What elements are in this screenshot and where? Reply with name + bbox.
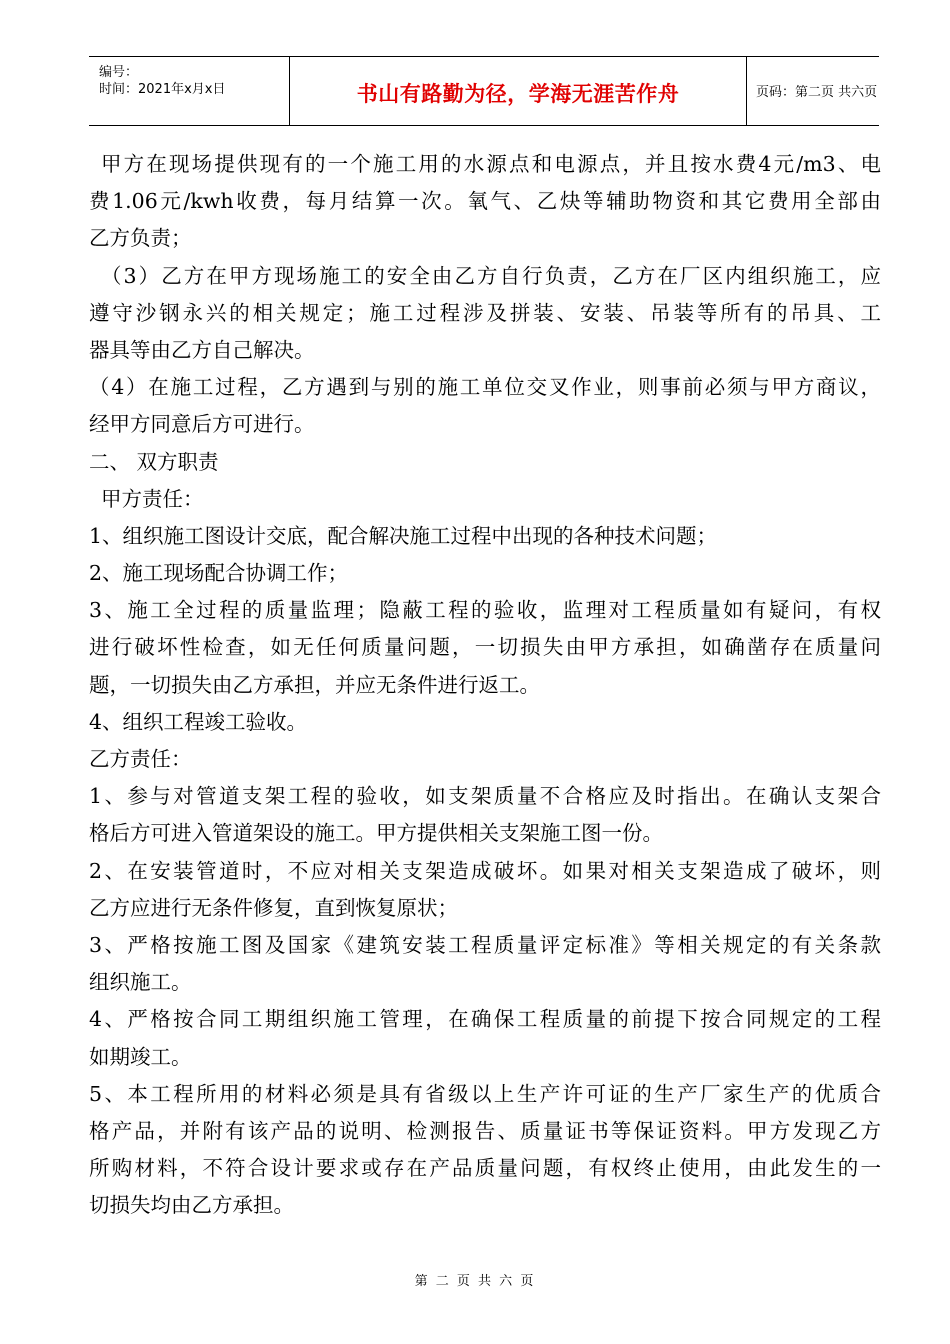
body-line: 甲方在现场提供现有的一个施工用的水源点和电源点，并且按水费4元/m3、电	[101, 152, 881, 176]
list-item: 1、组织施工图设计交底，配合解决施工过程中出现的各种技术问题；	[89, 523, 718, 548]
list-item: 1、参与对管道支架工程的验收，如支架质量不合格应及时指出。在确认支架合	[89, 784, 881, 809]
body-line: 题，一切损失由乙方承担，并应无条件进行返工。	[89, 672, 540, 697]
list-item: 4、严格按合同工期组织施工管理，在确保工程质量的前提下按合同规定的工程	[89, 1007, 881, 1032]
body-line: 乙方应进行无条件修复，直到恢复原状；	[89, 895, 458, 920]
body-line: 遵守沙钢永兴的相关规定；施工过程涉及拼装、安装、吊装等所有的吊具、工	[89, 300, 881, 325]
body-line: 格后方可进入管道架设的施工。甲方提供相关支架施工图一份。	[89, 821, 663, 846]
list-item: 4、组织工程竣工验收。	[89, 709, 308, 734]
body-line: 切损失均由乙方承担。	[89, 1193, 294, 1218]
document-number-label: 编号：	[99, 65, 139, 80]
body-line: 格产品，并附有该产品的说明、检测报告、质量证书等保证资料。甲方发现乙方	[89, 1118, 881, 1143]
body-line: 进行破坏性检查，如无任何质量问题，一切损失由甲方承担，如确凿存在质量问	[89, 635, 881, 660]
body-line: （3）乙方在甲方现场施工的安全由乙方自行负责，乙方在厂区内组织施工，应	[101, 263, 881, 288]
header-motto-cell	[289, 57, 747, 125]
page-header	[89, 56, 879, 126]
list-item: 3、严格按施工图及国家《建筑安装工程质量评定标准》等相关规定的有关条款	[89, 932, 881, 957]
list-item: 2、在安装管道时，不应对相关支架造成破坏。如果对相关支架造成了破坏，则	[89, 858, 881, 883]
body-line: （4）在施工过程，乙方遇到与别的施工单位交叉作业，则事前必须与甲方商议，	[89, 375, 881, 400]
document-body	[89, 146, 881, 1224]
header-page-info: 页码：第二页 共六页	[756, 85, 878, 100]
body-line: 经甲方同意后方可进行。	[89, 412, 315, 437]
body-line: 乙方负责；	[89, 226, 192, 251]
header-left-cell	[89, 57, 289, 125]
subheading-party-a: 甲方责任：	[101, 486, 204, 511]
subheading-party-b: 乙方责任：	[89, 747, 192, 771]
body-line: 组织施工。	[89, 970, 192, 995]
header-page-cell	[746, 57, 879, 125]
list-item: 3、施工全过程的质量监理；隐蔽工程的验收，监理对工程质量如有疑问，有权	[89, 598, 881, 623]
header-motto: 书山有路勤为径，学海无涯苦作舟	[356, 82, 680, 106]
body-line: 如期竣工。	[89, 1044, 192, 1069]
list-item: 2、施工现场配合协调工作；	[89, 561, 349, 586]
body-line: 费1.06元/kwh收费，每月结算一次。氧气、乙炔等辅助物资和其它费用全部由	[89, 189, 881, 214]
body-line: 所购材料，不符合设计要求或存在产品质量问题，有权终止使用，由此发生的一	[89, 1156, 881, 1181]
page-footer: 第 二 页 共 六 页	[414, 1274, 536, 1289]
body-line: 器具等由乙方自己解决。	[89, 337, 315, 362]
section-heading: 二、 双方职责	[89, 449, 219, 474]
list-item: 5、本工程所用的材料必须是具有省级以上生产许可证的生产厂家生产的优质合	[89, 1081, 881, 1106]
document-date: 时间：2021年x月x日	[99, 82, 226, 97]
